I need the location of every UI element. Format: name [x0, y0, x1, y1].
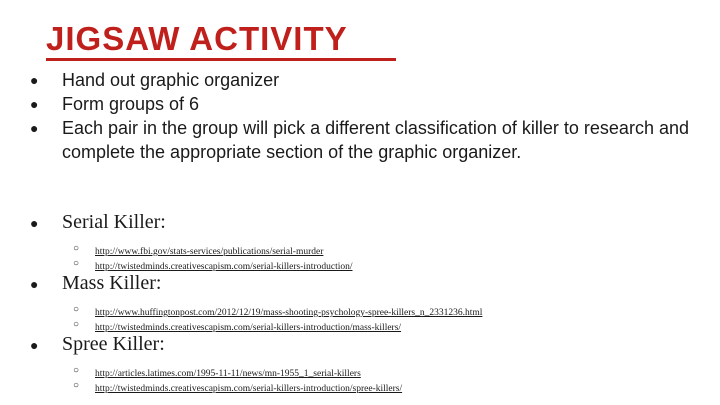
bullet-dot-icon: ●	[30, 96, 39, 112]
reference-link[interactable]: http://www.fbi.gov/stats-services/publications/serial-murder	[95, 247, 324, 257]
link-item	[30, 256, 353, 271]
section-mass-killer	[30, 270, 482, 332]
bullet-item	[30, 92, 702, 116]
bullet-dot-icon: ●	[30, 337, 39, 353]
bullet-text: Form groups of 6	[62, 94, 200, 114]
bullet-list	[30, 68, 702, 164]
section-heading-text: Spree Killer:	[62, 333, 165, 355]
link-list	[30, 241, 353, 271]
link-item	[30, 241, 353, 256]
bullet-dot-icon: ●	[30, 120, 39, 136]
link-item	[30, 363, 402, 378]
sub-bullet-icon: ○	[73, 380, 80, 391]
link-item	[30, 317, 482, 332]
reference-link[interactable]: http://twistedminds.creativescapism.com/serial-killers-introduction/	[95, 262, 353, 272]
reference-link[interactable]: http://articles.latimes.com/1995-11-11/news/mn-1955_1_serial-killers	[95, 369, 361, 379]
link-item	[30, 302, 482, 317]
sub-bullet-icon: ○	[73, 243, 80, 254]
bullet-dot-icon: ●	[30, 276, 39, 292]
bullet-text: Hand out graphic organizer	[62, 70, 280, 90]
section-spree-killer	[30, 331, 402, 393]
bullet-dot-icon: ●	[30, 72, 39, 88]
title-underline	[46, 58, 396, 61]
bullet-text: Each pair in the group will pick a different classification of killer to research and complete the appropriate section of the graphic organizer.	[62, 118, 689, 162]
bullet-item	[30, 68, 702, 92]
reference-link[interactable]: http://twistedminds.creativescapism.com/serial-killers-introduction/mass-killers/	[95, 323, 402, 333]
sub-bullet-icon: ○	[73, 319, 80, 330]
link-item	[30, 378, 402, 393]
slide-title: JIGSAW ACTIVITY	[46, 20, 348, 57]
section-heading-text: Mass Killer:	[62, 272, 162, 294]
bullet-dot-icon: ●	[30, 215, 39, 231]
link-list	[30, 302, 482, 332]
reference-link[interactable]: http://www.huffingtonpost.com/2012/12/19/mass-shooting-psychology-spree-killers_n_2331236.html	[95, 308, 483, 318]
section-heading	[30, 331, 402, 357]
section-heading-text: Serial Killer:	[62, 211, 166, 233]
reference-link[interactable]: http://twistedminds.creativescapism.com/serial-killers-introduction/spree-killers/	[95, 384, 403, 394]
section-heading	[30, 209, 353, 235]
section-serial-killer	[30, 209, 353, 271]
sub-bullet-icon: ○	[73, 304, 80, 315]
sub-bullet-icon: ○	[73, 365, 80, 376]
bullet-item	[30, 116, 702, 164]
sub-bullet-icon: ○	[73, 258, 80, 269]
link-list	[30, 363, 402, 393]
section-heading	[30, 270, 482, 296]
